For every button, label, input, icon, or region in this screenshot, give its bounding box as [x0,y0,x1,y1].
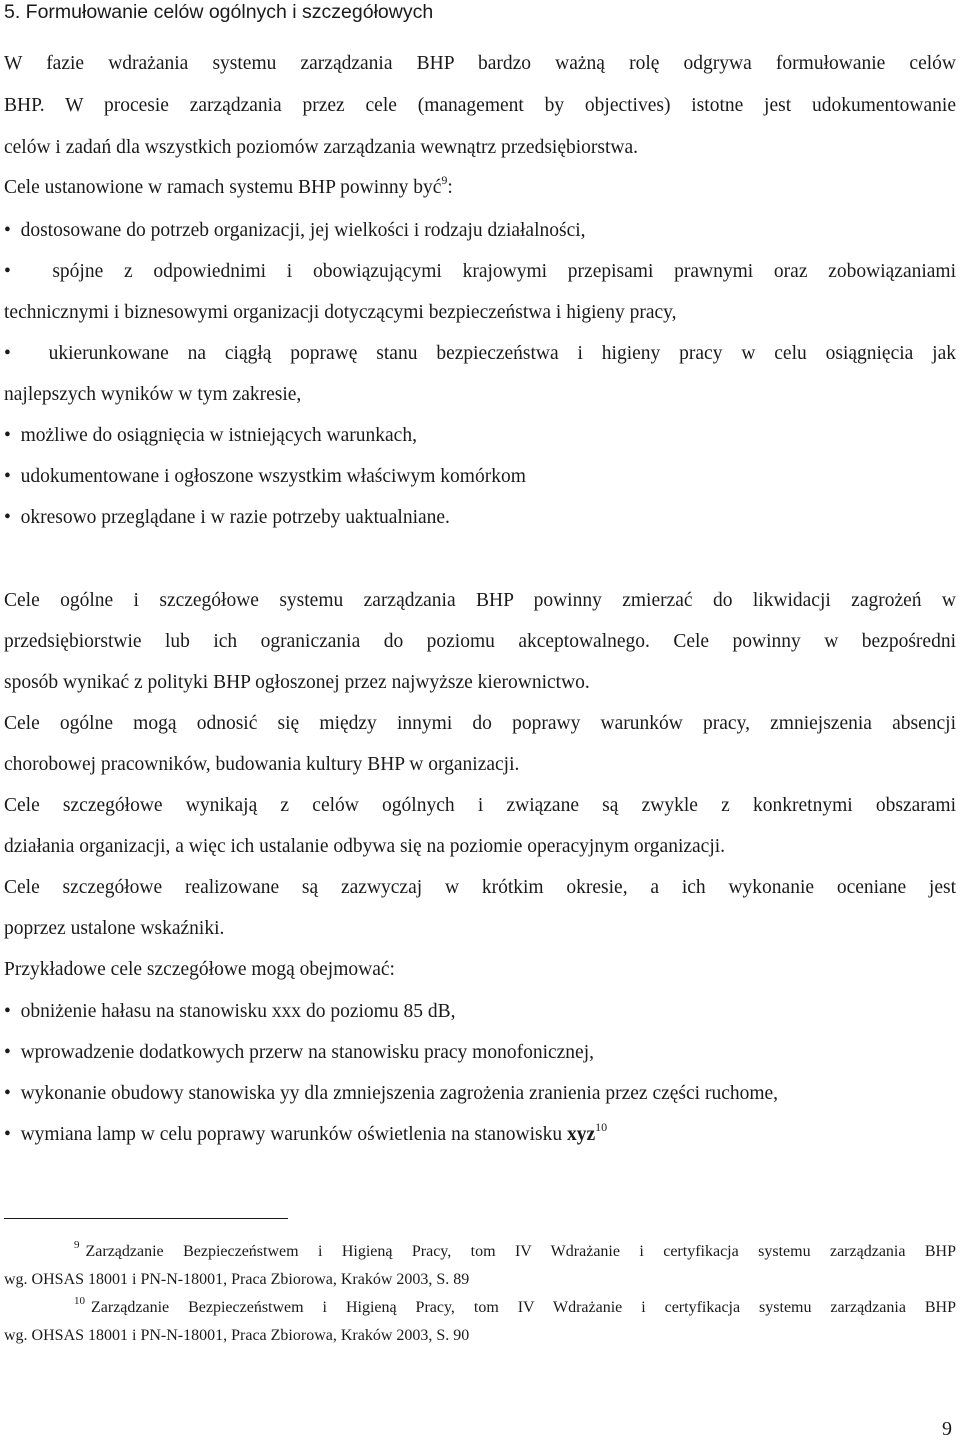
footnote-ref: 10 [595,1120,608,1134]
footnote-text: Zarządzanie Bezpieczeństwem i Higieną Pracy, tom IV Wdrażanie i certyfikacja systemu zarządzania BHP [91,1299,956,1316]
paragraph-line: BHP. W procesie zarządzania przez cele (management by objectives) istotne jest udokumentowanie [4,95,956,116]
intro-tail: : [447,177,453,198]
bullet-item: • dostosowane do potrzeb organizacji, jej wielkości i rodzaju działalności, [4,219,956,243]
example-text: wymiana lamp w celu poprawy warunków oświetlenia na stanowisku [20,1124,563,1145]
paragraph-line: Cele szczegółowe realizowane są zazwyczaj w krótkim okresie, a ich wykonanie oceniane jest [4,877,956,898]
footnote-ref: 9 [441,173,448,187]
bullet-item: • ukierunkowane na ciągłą poprawę stanu bezpieczeństwa i higieny pracy w celu osiągnięcia jak [4,342,956,366]
paragraph-line: celów i zadań dla wszystkich poziomów zarządzania wewnątrz przedsiębiorstwa. [4,137,639,158]
footnote-number: 9 [74,1239,80,1251]
paragraph-line: chorobowej pracowników, budowania kultury BHP w organizacji. [4,754,520,775]
bullet-continuation: najlepszych wyników w tym zakresie, [4,384,302,405]
paragraph-line: sposób wynikać z polityki BHP ogłoszonej przez najwyższe kierownictwo. [4,672,590,693]
bullet-item: • możliwe do osiągnięcia w istniejących warunkach, [4,424,956,448]
footnote-line [74,1295,956,1318]
example-item [4,1120,956,1147]
intro-text: Cele ustanowione w ramach systemu BHP powinny być [4,177,442,198]
bullet-item: • udokumentowane i ogłoszone wszystkim właściwym komórkom [4,465,956,489]
paragraph-line: Cele szczegółowe wynikają z celów ogólnych i związane są zwykle z konkretnymi obszarami [4,795,956,816]
bullet-item: • okresowo przeglądane i w razie potrzeby uaktualniane. [4,506,956,530]
page-number: 9 [942,1418,952,1440]
footnote-number: 10 [74,1295,85,1307]
bullet-item: • spójne z odpowiednimi i obowiązującymi krajowymi przepisami prawnymi oraz zobowiązaniami [4,260,956,284]
example-item: • obniżenie hałasu na stanowisku xxx do poziomu 85 dB, [4,1000,956,1024]
paragraph-line: przedsiębiorstwie lub ich ograniczania do poziomu akceptowalnego. Cele powinny w bezpośredni [4,631,956,652]
bullet-continuation: technicznymi i biznesowymi organizacji dotyczącymi bezpieczeństwa i higieny pracy, [4,302,677,323]
paragraph-line: W fazie wdrażania systemu zarządzania BHP bardzo ważną rolę odgrywa formułowanie celów [4,53,956,74]
section-heading: 5. Formułowanie celów ogólnych i szczegółowych [4,1,434,23]
example-bold-term: xyz [567,1124,596,1145]
footnote-line [74,1239,956,1262]
footnote-line: wg. OHSAS 18001 i PN-N-18001, Praca Zbiorowa, Kraków 2003, S. 90 [4,1327,470,1344]
paragraph-line: Cele ogólne mogą odnosić się między innymi do poprawy warunków pracy, zmniejszenia absencji [4,713,956,734]
footnote-text: Zarządzanie Bezpieczeństwem i Higieną Pracy, tom IV Wdrażanie i certyfikacja systemu zarządzania BHP [85,1243,956,1260]
example-item: • wykonanie obudowy stanowiska yy dla zmniejszenia zagrożenia zranienia przez części ruchome, [4,1082,956,1106]
footnote-divider [4,1218,288,1219]
paragraph-line: poprzez ustalone wskaźniki. [4,918,225,939]
example-item: • wprowadzenie dodatkowych przerw na stanowisku pracy monofonicznej, [4,1041,956,1065]
paragraph-line: Cele ogólne i szczegółowe systemu zarządzania BHP powinny zmierzać do likwidacji zagrożeń w [4,590,956,611]
paragraph-line: działania organizacji, a więc ich ustalanie odbywa się na poziomie operacyjnym organizacji. [4,836,726,857]
paragraph-line: Przykładowe cele szczegółowe mogą obejmować: [4,959,395,980]
footnote-line: wg. OHSAS 18001 i PN-N-18001, Praca Zbiorowa, Kraków 2003, S. 89 [4,1271,470,1288]
paragraph-intro [4,173,956,200]
